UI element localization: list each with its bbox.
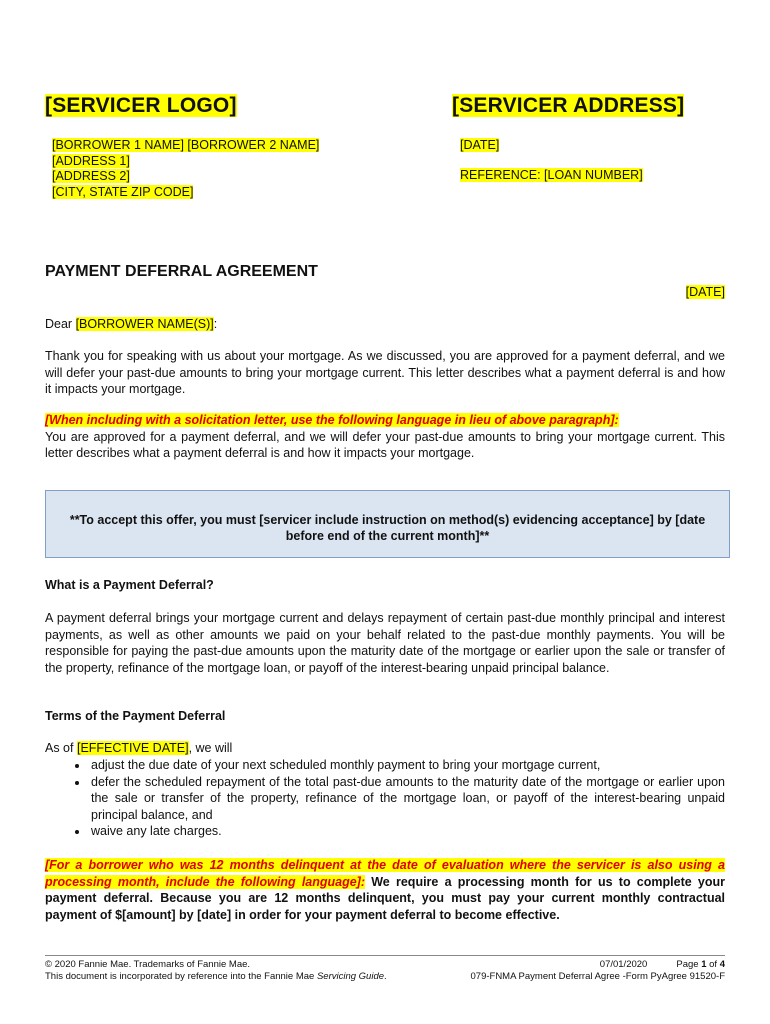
- document-title: PAYMENT DEFERRAL AGREEMENT: [45, 263, 318, 280]
- footer-divider: [45, 955, 725, 956]
- letter-date: [DATE]: [460, 138, 500, 152]
- terms-bullet: • adjust the due date of your next scheduled monthly payment to bring your mortgage current,: [89, 757, 725, 774]
- footer-page-total: 4: [719, 959, 725, 970]
- borrower-city-state-zip: [CITY, STATE ZIP CODE]: [52, 184, 194, 199]
- footer-date: 07/01/2020: [599, 959, 648, 970]
- title-date: [DATE]: [685, 285, 725, 299]
- terms-list: [45, 757, 725, 840]
- acceptance-callout-text: **To accept this offer, you must [servicer include instruction on method(s) evidencing acceptance] by [date before end of the current month]**: [69, 513, 706, 543]
- footer-copyright: © 2020 Fannie Mae. Trademarks of Fannie Mae.: [45, 959, 251, 970]
- terms-bullet: • defer the scheduled repayment of the total past-due amounts to the maturity date of the mortgage or earlier upon the sale or transfer of the property, refinance of the mortgage loan, or payoff of the interest-bearing unpaid principal balance, and: [89, 774, 725, 824]
- section-heading-terms: Terms of the Payment Deferral: [45, 709, 226, 723]
- solicitation-paragraph: You are approved for a payment deferral, and we will defer your past-due amounts to bring your mortgage current. This letter describes what a payment deferral is and how it impacts your mortgage.: [45, 429, 725, 460]
- processing-text: We require a processing month for us to complete your payment deferral. Because you are 12 months delinquent, you must pay your current monthly contractual payment of $[amount] by [date] in order for your payment deferral to become effective.: [45, 874, 725, 922]
- footer-left: [45, 959, 387, 982]
- borrower-names: [BORROWER 1 NAME] [BORROWER 2 NAME]: [52, 138, 320, 152]
- processing-month-block: [45, 857, 725, 923]
- footer-right: [471, 959, 726, 982]
- footer-page-current: 1: [701, 959, 707, 970]
- terms-intro: As of [EFFECTIVE DATE], we will: [45, 741, 233, 755]
- acceptance-callout: [45, 490, 730, 558]
- servicer-address-placeholder: [SERVICER ADDRESS]: [452, 94, 685, 117]
- solicitation-block: [45, 412, 725, 462]
- footer-date-page: 07/01/2020 Page 1 of 4: [599, 959, 725, 970]
- borrower-address-1: [ADDRESS 1]: [52, 153, 130, 168]
- borrower-address-2: [ADDRESS 2]: [52, 169, 130, 183]
- effective-date-placeholder: [EFFECTIVE DATE]: [76, 741, 189, 755]
- solicitation-note: [When including with a solicitation letter, use the following language in lieu of above paragraph]:: [45, 413, 619, 427]
- servicer-logo-placeholder: [SERVICER LOGO]: [45, 94, 237, 117]
- borrower-name-placeholder: [BORROWER NAME(S)]: [75, 317, 214, 331]
- salutation: Dear [BORROWER NAME(S)]:: [45, 317, 218, 331]
- section-what-is-text: A payment deferral brings your mortgage current and delays repayment of certain past-due monthly principal and interest payments, as well as other amounts we paid on your behalf related to the past-due monthly payments. You will be responsible for paying the past-due amounts upon the maturity date of the mortgage or earlier upon the sale or transfer of the property, refinance of the mortgage loan, or payoff of the interest-bearing unpaid principal balance.: [45, 611, 725, 675]
- processing-note: [For a borrower who was 12 months delinquent at the date of evaluation where the servicer is also using a processing month, include the following language]:: [45, 858, 725, 889]
- intro-paragraph: Thank you for speaking with us about your mortgage. As we discussed, you are approved for a payment deferral, and we will defer your past-due amounts to bring your mortgage current. This letter describes what a payment deferral is and how it impacts your mortgage.: [45, 349, 725, 396]
- footer-incorporated: This document is incorporated by reference into the Fannie Mae Servicing Guide.: [45, 970, 387, 982]
- borrower-address-block: [52, 138, 319, 200]
- section-heading-what-is: What is a Payment Deferral?: [45, 578, 214, 592]
- footer-form-id: 079-FNMA Payment Deferral Agree -Form PyAgree 91520-F: [470, 970, 725, 982]
- terms-bullet: • waive any late charges.: [89, 823, 725, 840]
- loan-reference: REFERENCE: [LOAN NUMBER]: [460, 168, 643, 182]
